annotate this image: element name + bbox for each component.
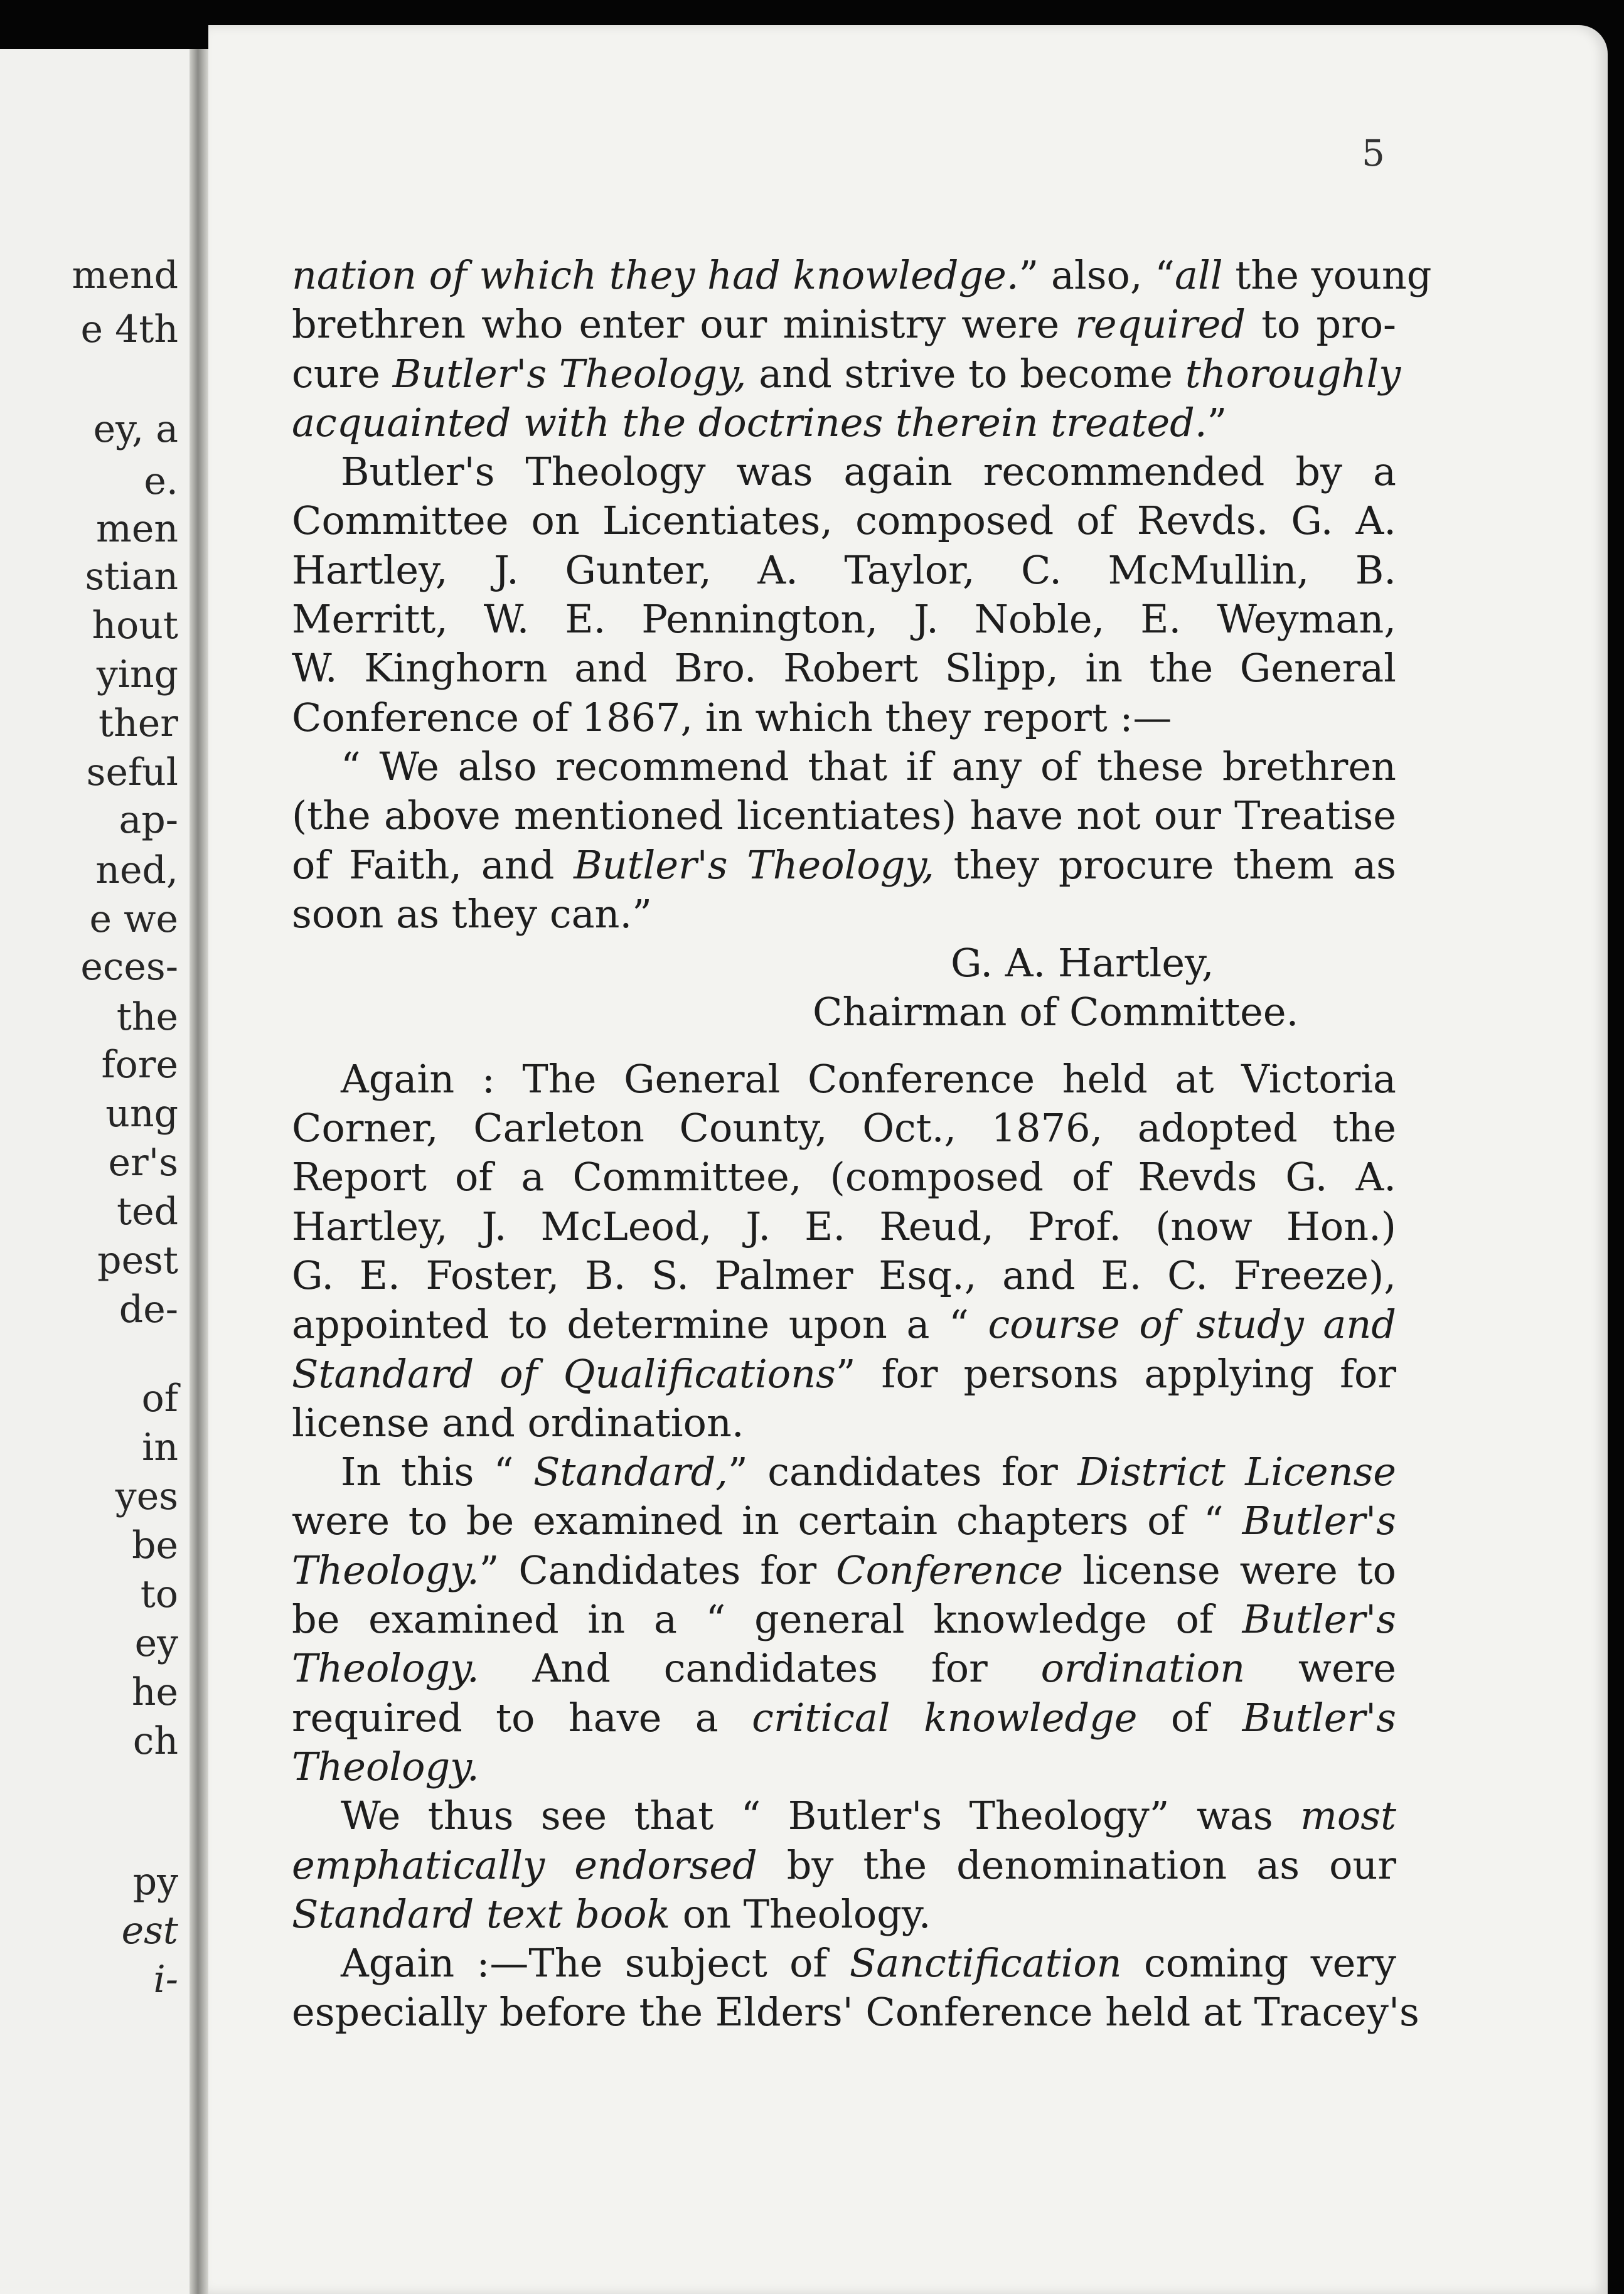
italic-text: course of study and xyxy=(988,1301,1396,1348)
text-run: ” Candidates for xyxy=(479,1547,836,1593)
left-page-fragment: e we xyxy=(89,897,178,941)
left-page-fragment: the xyxy=(116,995,178,1039)
text-run: Again : The General Conference held at Victoria xyxy=(341,1055,1396,1102)
text-line xyxy=(292,1350,1396,1399)
text-run: Merritt, W. E. Pennington, J. Noble, E. Weyman, xyxy=(292,596,1396,643)
italic-text: all xyxy=(1175,252,1223,298)
text-run: of xyxy=(1137,1694,1242,1741)
left-page-fragment: ey xyxy=(134,1621,178,1665)
italic-text: emphatically endorsed xyxy=(292,1842,757,1888)
text-run: Committee on Licentiates, composed of Revds. G. A. xyxy=(292,498,1396,544)
text-line xyxy=(292,398,1396,447)
text-run: Hartley, J. Gunter, A. Taylor, C. McMullin, B. xyxy=(292,547,1396,593)
left-page-fragment: in xyxy=(142,1426,178,1470)
text-run: and strive to become xyxy=(746,350,1185,397)
text-line xyxy=(292,791,1396,840)
left-page xyxy=(0,49,190,2294)
left-page-fragment: pest xyxy=(97,1239,178,1283)
signature-line xyxy=(292,988,1396,1037)
left-page-fragment: est xyxy=(121,1909,178,1953)
text-run: on Theology. xyxy=(670,1891,931,1937)
text-run: coming very xyxy=(1121,1940,1396,1987)
text-run: brethren who enter our ministry were xyxy=(292,301,1076,348)
text-run: ” xyxy=(1207,399,1227,445)
page-number: 5 xyxy=(1362,132,1385,174)
text-line xyxy=(292,693,1396,742)
paragraph-gap xyxy=(292,1037,1396,1055)
left-page-fragment: eces- xyxy=(80,945,178,989)
italic-text: Butler's Theology, xyxy=(574,841,934,888)
left-page-fragment: ch xyxy=(132,1719,178,1763)
text-line xyxy=(292,1841,1396,1890)
left-page-fragment: ned, xyxy=(95,848,178,892)
italic-text: Conference xyxy=(836,1547,1064,1593)
left-page-fragment: be xyxy=(132,1523,178,1567)
text-run: license were to xyxy=(1063,1547,1396,1593)
text-run: Conference of 1867, in which they report :— xyxy=(292,694,1172,740)
italic-text: Standard, xyxy=(533,1449,729,1495)
left-page-fragment: of xyxy=(141,1377,178,1421)
text-line xyxy=(292,349,1401,398)
text-line xyxy=(292,644,1396,693)
text-line xyxy=(292,1153,1396,1202)
text-line xyxy=(292,1104,1396,1153)
text-line xyxy=(292,496,1396,545)
italic-text: Butler's xyxy=(1242,1498,1396,1544)
text-run: We thus see that “ Butler's Theology” was xyxy=(341,1793,1301,1839)
text-run: Butler's Theology was again recommended by a xyxy=(341,449,1396,495)
text-run: G. E. Foster, B. S. Palmer Esq., and E. C. Freeze), xyxy=(292,1252,1396,1298)
left-page-fragment: e 4th xyxy=(80,307,178,351)
text-run: by the denomination as our xyxy=(757,1842,1396,1888)
text-line xyxy=(292,1055,1396,1104)
text-run: ” for persons applying for xyxy=(835,1350,1396,1397)
text-run: required to have a xyxy=(292,1694,752,1741)
text-line xyxy=(292,546,1396,595)
text-line xyxy=(292,1251,1396,1300)
left-page-fragment: ey, a xyxy=(93,407,178,451)
text-run: (the above mentioned licentiates) have not our Treatise xyxy=(292,792,1396,839)
left-page-fragment: ung xyxy=(105,1092,178,1136)
text-line xyxy=(292,300,1396,349)
text-line xyxy=(292,1644,1396,1693)
left-page-fragment: ther xyxy=(99,702,178,745)
text-line xyxy=(292,1694,1396,1742)
text-line xyxy=(292,1300,1396,1349)
text-run: were xyxy=(1245,1645,1396,1692)
text-run: In this “ xyxy=(341,1449,534,1495)
italic-text: Butler's xyxy=(1242,1596,1396,1643)
italic-text: required xyxy=(1075,301,1246,348)
text-line xyxy=(292,1890,1396,1939)
left-page-fragment: er's xyxy=(108,1141,178,1185)
text-run: ” candidates for xyxy=(728,1449,1078,1495)
text-line xyxy=(292,1791,1396,1840)
italic-text: Standard of Qualifications xyxy=(292,1350,836,1397)
text-run: Hartley, J. McLeod, J. E. Reud, Prof. (now Hon.) xyxy=(292,1203,1396,1249)
text-run: And candidates for xyxy=(479,1645,1041,1692)
italic-text: thoroughly xyxy=(1185,350,1401,397)
left-page-fragment: seful xyxy=(86,750,178,794)
left-page-fragment: ap- xyxy=(119,798,178,842)
text-line xyxy=(292,595,1396,644)
text-run: were to be examined in certain chapters of “ xyxy=(292,1498,1242,1544)
text-run: license and ordination. xyxy=(292,1399,744,1446)
text-line xyxy=(292,890,1396,939)
italic-text: critical knowledge xyxy=(752,1694,1138,1741)
italic-text: Standard text book xyxy=(292,1891,671,1937)
text-run: especially before the Elders' Conference held at Tracey's xyxy=(292,1989,1419,2035)
text-run: G. A. Hartley, xyxy=(951,940,1214,986)
italic-text: ordination xyxy=(1040,1645,1246,1692)
text-run: be examined in a “ general knowledge of xyxy=(292,1596,1242,1643)
text-run: W. Kinghorn and Bro. Robert Slipp, in the General xyxy=(292,645,1396,691)
text-run: of Faith, and xyxy=(292,841,574,888)
left-page-fragment: py xyxy=(132,1860,178,1904)
italic-text: Butler's xyxy=(1242,1694,1396,1741)
left-page-fragment: i- xyxy=(153,1958,178,2002)
left-page-fragment: he xyxy=(131,1670,178,1714)
italic-text: District License xyxy=(1077,1449,1396,1495)
text-line xyxy=(292,1546,1396,1595)
left-page-fragment: hout xyxy=(92,604,178,648)
left-page-fragment: mend xyxy=(72,253,178,297)
text-run: ” also, “ xyxy=(1018,252,1175,298)
signature-line xyxy=(292,939,1396,988)
italic-text: Butler's Theology, xyxy=(392,350,747,397)
left-page-fragment: ted xyxy=(116,1190,178,1234)
text-run: Corner, Carleton County, Oct., 1876, adopted the xyxy=(292,1105,1396,1151)
text-line xyxy=(292,841,1396,890)
text-line xyxy=(292,447,1396,496)
text-line xyxy=(292,1202,1396,1251)
text-run: the young xyxy=(1222,252,1432,298)
italic-text: Theology. xyxy=(292,1645,479,1692)
left-page-fragment: ying xyxy=(96,653,178,696)
text-line xyxy=(292,1742,1396,1791)
text-line xyxy=(292,251,1432,300)
text-line xyxy=(292,742,1396,791)
text-run: soon as they can.” xyxy=(292,890,652,937)
text-run: appointed to determine upon a “ xyxy=(292,1301,988,1348)
italic-text: nation of which they had knowledge. xyxy=(292,252,1019,298)
body-text xyxy=(292,251,1432,2037)
text-line xyxy=(292,1988,1419,2037)
left-page-fragment: men xyxy=(95,507,178,551)
italic-text: acquainted with the doctrines therein treated. xyxy=(292,399,1207,445)
italic-text: Theology. xyxy=(292,1547,479,1593)
italic-text: most xyxy=(1300,1793,1396,1839)
left-page-fragment: yes xyxy=(115,1475,178,1518)
left-page-fragment: fore xyxy=(101,1043,178,1087)
left-page-fragment: e. xyxy=(144,459,178,503)
text-line xyxy=(292,1448,1396,1496)
italic-text: Theology. xyxy=(292,1743,479,1790)
text-run: they procure them as xyxy=(934,841,1396,888)
text-line xyxy=(292,1399,1396,1448)
left-page-fragment: de- xyxy=(119,1288,178,1331)
text-run: Chairman of Committee. xyxy=(813,989,1299,1035)
left-page-fragment: to xyxy=(140,1572,178,1616)
text-run: to pro- xyxy=(1246,301,1397,348)
text-line xyxy=(292,1595,1396,1644)
text-line xyxy=(292,1939,1396,1988)
left-page-fragment: stian xyxy=(85,555,178,599)
text-line xyxy=(292,1496,1396,1545)
text-run: cure xyxy=(292,350,393,397)
text-run: Report of a Committee, (composed of Revds G. A. xyxy=(292,1154,1396,1200)
text-run: “ We also recommend that if any of these brethren xyxy=(341,743,1396,789)
text-run: Again :—The subject of xyxy=(341,1940,850,1987)
italic-text: Sanctification xyxy=(849,1940,1122,1987)
book-gutter xyxy=(190,49,208,2294)
